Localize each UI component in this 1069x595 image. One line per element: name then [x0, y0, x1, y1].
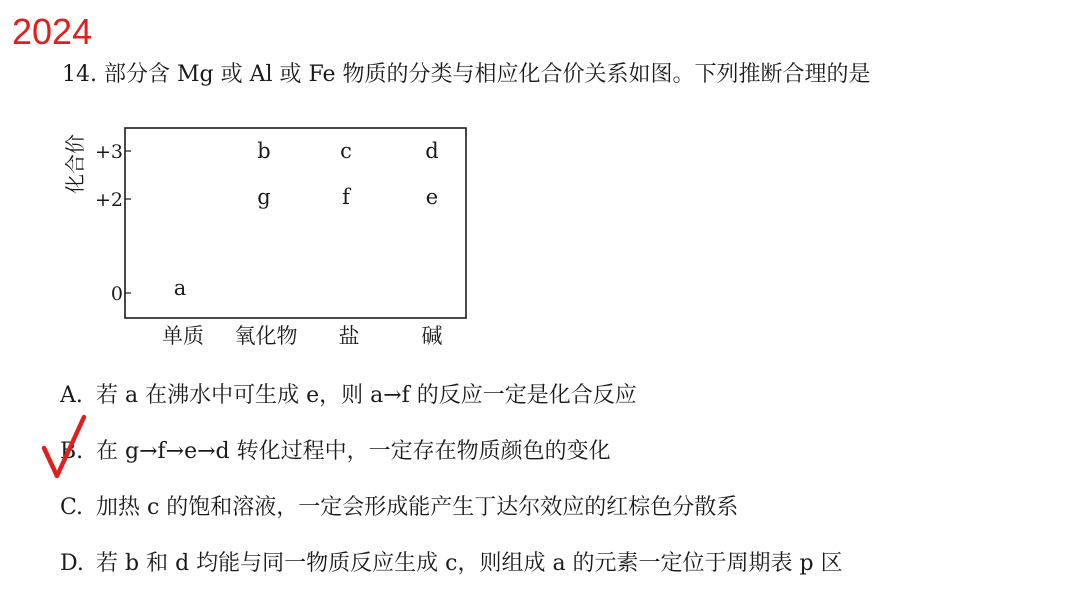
valence-classification-diagram	[60, 118, 490, 358]
option-letter: D.	[60, 551, 84, 576]
y-tick-label: +2	[94, 189, 123, 211]
y-axis-title: 化合价	[63, 134, 87, 194]
point-label-a: a	[173, 276, 187, 300]
x-category-label: 氧化物	[234, 324, 298, 348]
x-category-label: 单质	[162, 324, 204, 348]
option-letter: C.	[60, 495, 84, 520]
question-stem: 14. 部分含 Mg 或 Al 或 Fe 物质的分类与相应化合价关系如图。下列推断合理的是	[62, 62, 871, 87]
point-label-f: f	[342, 185, 350, 209]
x-category-label: 碱	[421, 324, 443, 348]
option-b[interactable]	[60, 437, 611, 467]
point-label-c: c	[340, 139, 352, 163]
option-text: 若 a 在沸水中可生成 e，则 a→f 的反应一定是化合反应	[96, 383, 637, 408]
y-tick-label: +3	[94, 141, 123, 163]
data-points	[174, 139, 439, 300]
option-d[interactable]	[60, 549, 843, 579]
year-annotation: 2024	[12, 11, 93, 52]
point-label-e: e	[425, 185, 439, 209]
option-a[interactable]	[60, 381, 637, 411]
check-mark-icon	[40, 414, 88, 480]
option-letter: A.	[60, 383, 83, 408]
option-c[interactable]	[60, 493, 738, 523]
option-text: 加热 c 的饱和溶液，一定会形成能产生丁达尔效应的红棕色分散系	[96, 495, 739, 520]
option-text: 若 b 和 d 均能与同一物质反应生成 c，则组成 a 的元素一定位于周期表 p 区	[96, 551, 843, 576]
y-tick-label: 0	[110, 283, 123, 305]
x-category-label: 盐	[338, 324, 360, 348]
point-label-d: d	[425, 139, 439, 163]
point-label-b: b	[257, 139, 271, 163]
option-letter: B.	[60, 439, 84, 464]
option-text: 在 g→f→e→d 转化过程中，一定存在物质颜色的变化	[96, 439, 611, 464]
point-label-g: g	[257, 185, 271, 209]
